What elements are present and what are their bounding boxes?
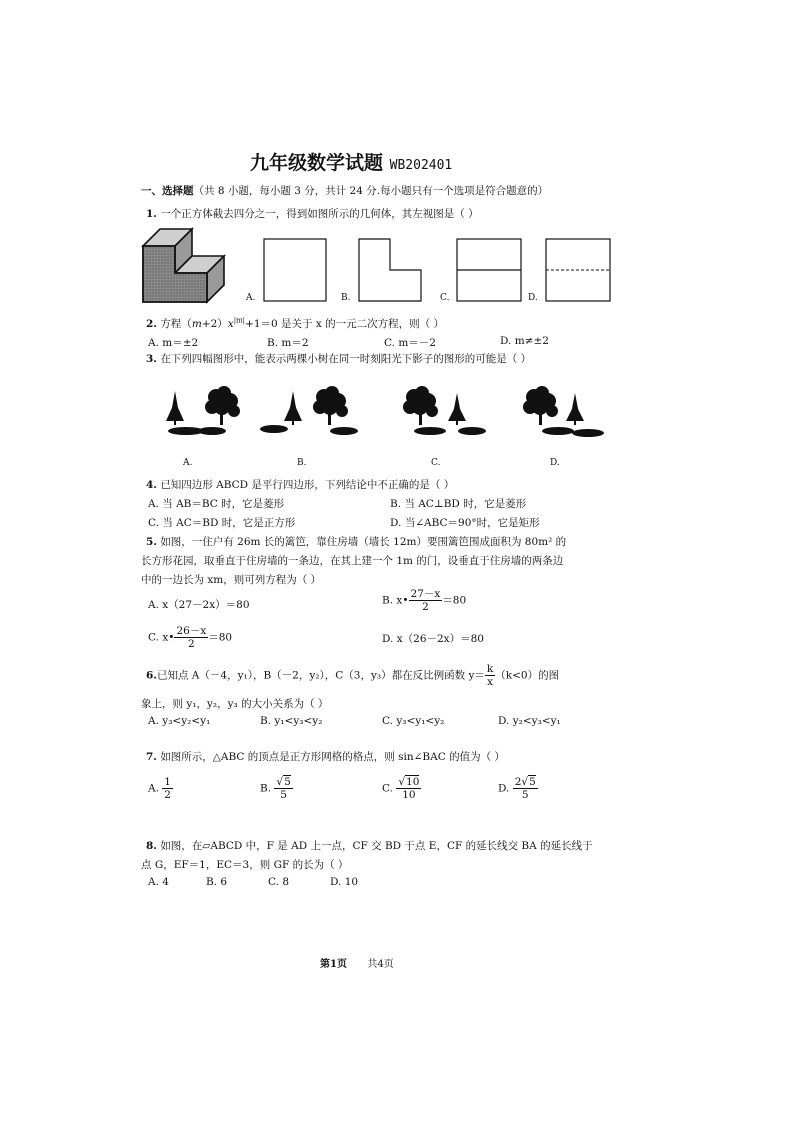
fraction-numerator <box>274 776 292 789</box>
question-text: 在下列四幅图形中，能表示两棵小树在同一时刻阳光下影子的图形的可能是（ ） <box>160 353 532 365</box>
question-text: 已知四边形 ABCD 是平行四边形，下列结论中不正确的是（ ） <box>160 479 455 491</box>
title-text: 九年级数学试题 <box>250 152 384 174</box>
q7-option-c-fraction <box>396 776 421 801</box>
q1-option-b-lshape <box>358 238 422 302</box>
q5-option-b-fraction <box>409 588 443 613</box>
q3-figure-a-trees <box>160 383 250 443</box>
question-3 <box>146 351 531 366</box>
page-total: 共4页 <box>367 959 394 970</box>
page-title <box>250 148 452 175</box>
question-6-line2: 象上，则 y₁，y₂，y₃ 的大小关系为（ ） <box>141 698 329 710</box>
q3-option-c-label: C. <box>431 458 441 468</box>
option-label: C. <box>382 782 393 795</box>
q5-option-b-pre: B. x• <box>382 594 409 607</box>
q3-option-a-label: A. <box>183 458 193 468</box>
q1-solid-figure <box>140 226 230 306</box>
fraction-denominator: 10 <box>402 789 416 802</box>
question-number: 7. <box>146 751 157 763</box>
fraction-numerator: k <box>486 663 494 675</box>
question-2 <box>146 316 444 331</box>
q2-option-a: A. m＝±2 <box>148 337 199 349</box>
fraction-numerator <box>513 776 538 789</box>
fraction-denominator: 2 <box>422 601 429 614</box>
fraction-numerator: 26－x <box>176 625 207 637</box>
q8-option-c: C. 8 <box>268 876 290 888</box>
q3-option-b-label: B. <box>297 458 307 468</box>
q1-option-a-square <box>263 238 327 302</box>
q6-option-b: B. y₁<y₃<y₂ <box>260 715 323 727</box>
fraction-denominator: 5 <box>280 789 287 802</box>
question-8 <box>146 838 593 853</box>
q5-option-c-post: ＝80 <box>208 631 233 644</box>
fraction-denominator: 5 <box>521 789 529 802</box>
q7-option-d <box>498 776 538 801</box>
q8-option-d: D. 10 <box>330 876 359 888</box>
question-text-plus2: +2） <box>201 318 228 330</box>
q3-option-d-label: D. <box>550 458 560 468</box>
q1-option-d-split-dashed <box>545 238 611 302</box>
fraction-numerator: 27－x <box>410 588 441 600</box>
q5-option-b-post: ＝80 <box>442 594 467 607</box>
var-m: m <box>191 318 202 330</box>
option-label: B. <box>260 782 272 795</box>
q5-option-c-pre: C. x• <box>148 631 175 644</box>
q1-option-a-label: A. <box>246 293 256 303</box>
q7-option-a <box>148 776 173 801</box>
q4-option-a: A. 当 AB＝BC 时，它是菱形 <box>148 498 285 510</box>
q3-figure-d-trees <box>518 383 608 443</box>
fraction-numerator <box>396 776 421 789</box>
q3-figure-b-trees <box>262 383 352 443</box>
question-5-line2: 长方形花园，取垂直于住房墙的一条边，在其上建一个 1m 的门，设垂直于住房墙的两条边 <box>141 555 564 567</box>
q7-option-c <box>382 776 421 801</box>
question-text: 如图所示，△ABC 的顶点是正方形网格的格点，则 sin∠BAC 的值为（ ） <box>160 751 505 763</box>
q4-option-b: B. 当 AC⊥BD 时，它是菱形 <box>390 498 527 510</box>
question-number: 5. <box>146 536 157 548</box>
fraction-denominator: 2 <box>188 638 195 651</box>
q5-option-d: D. x（26－2x）＝80 <box>382 633 484 645</box>
option-label: D. <box>498 782 510 795</box>
q8-option-a: A. 4 <box>148 876 169 888</box>
q5-option-b <box>382 588 466 613</box>
q7-option-b <box>260 776 293 801</box>
question-text: 一个正方体截去四分之一，得到如图所示的几何体，其左视图是（ ） <box>160 208 479 220</box>
q6-fraction <box>485 663 495 688</box>
radicand: 5 <box>284 776 291 788</box>
sqrt-sign: √ <box>276 776 284 788</box>
question-8-line2: 点 G，EF＝1，EC＝3，则 GF 的长为（ ） <box>141 859 349 871</box>
question-1 <box>146 206 479 221</box>
question-text-line1: 如图，一住户有 26m 长的篱笆，靠住房墙（墙长 12m）要围篱笆围成面积为 80m² 的 <box>160 536 567 548</box>
q1-option-c-split-solid <box>456 238 522 302</box>
question-7 <box>146 749 505 764</box>
question-5-line3: 中的一边长为 xm，则可列方程为（ ） <box>141 574 322 586</box>
title-code: WB202401 <box>389 158 453 173</box>
q4-option-c: C. 当 AC＝BD 时，它是正方形 <box>148 517 296 529</box>
q2-option-b: B. m＝2 <box>267 337 309 349</box>
page-footer <box>320 955 394 970</box>
section-heading-desc: （共 8 小题，每小题 3 分，共计 24 分.每小题只有一个选项是符合题意的） <box>193 185 549 197</box>
question-text-pre: 方程（ <box>160 318 192 330</box>
q5-option-c-fraction <box>174 625 208 650</box>
q1-option-b-label: B. <box>341 293 351 303</box>
question-text-post: （k<0）的图 <box>495 669 560 682</box>
question-number: 1. <box>146 208 157 220</box>
question-text-pre: 已知点 A（－4，y₁），B（－2，y₂），C（3，y₃）都在反比例函数 y＝ <box>156 669 485 682</box>
fraction-numerator: 1 <box>164 776 171 788</box>
sqrt-sign: √ <box>521 776 529 788</box>
q8-option-b: B. 6 <box>206 876 228 888</box>
option-label: A. <box>148 782 159 795</box>
q4-option-d: D. 当∠ABC＝90°时，它是矩形 <box>390 517 540 529</box>
q1-option-d-label: D. <box>528 293 538 303</box>
q6-option-a: A. y₃<y₂<y₁ <box>148 715 211 727</box>
question-number: 8. <box>146 840 157 852</box>
q6-option-c: C. y₃<y₁<y₂ <box>382 715 445 727</box>
q7-option-d-fraction <box>513 776 538 801</box>
q2-option-d: D. m≠±2 <box>500 335 549 347</box>
section-heading <box>141 183 548 198</box>
q2-option-c: C. m＝－2 <box>384 337 436 349</box>
question-text-line1: 如图，在▱ABCD 中，F 是 AD 上一点，CF 交 BD 于点 E，CF 的延长线交 BA 的延长线于 <box>160 840 593 852</box>
q5-option-a: A. x（27－2x）＝80 <box>148 599 250 611</box>
q5-option-c <box>148 625 232 650</box>
question-5 <box>146 534 566 549</box>
fraction-denominator: 2 <box>164 789 171 802</box>
question-text-post: +1＝0 是关于 x 的一元二次方程，则（ ） <box>245 318 444 330</box>
question-number: 6. <box>146 669 157 682</box>
section-heading-label: 一、选择题 <box>141 185 194 197</box>
sqrt-sign: √ <box>398 776 406 788</box>
question-number: 2. <box>146 318 157 330</box>
q7-option-b-fraction <box>274 776 292 801</box>
question-number: 4. <box>146 479 157 491</box>
radicand: 10 <box>406 776 420 788</box>
radicand: 5 <box>529 776 536 788</box>
q3-figure-c-trees <box>398 383 488 443</box>
exponent: |m| <box>233 316 246 325</box>
var-x: x <box>227 318 234 330</box>
question-6 <box>146 663 559 688</box>
fraction-denominator: x <box>487 676 494 689</box>
question-4 <box>146 477 454 492</box>
coefficient: 2 <box>514 776 522 788</box>
q7-option-a-fraction <box>162 776 173 801</box>
page-number: 第1页 <box>320 959 347 970</box>
q1-option-c-label: C. <box>440 293 450 303</box>
q6-option-d: D. y₂<y₃<y₁ <box>498 715 561 727</box>
question-number: 3. <box>146 353 157 365</box>
